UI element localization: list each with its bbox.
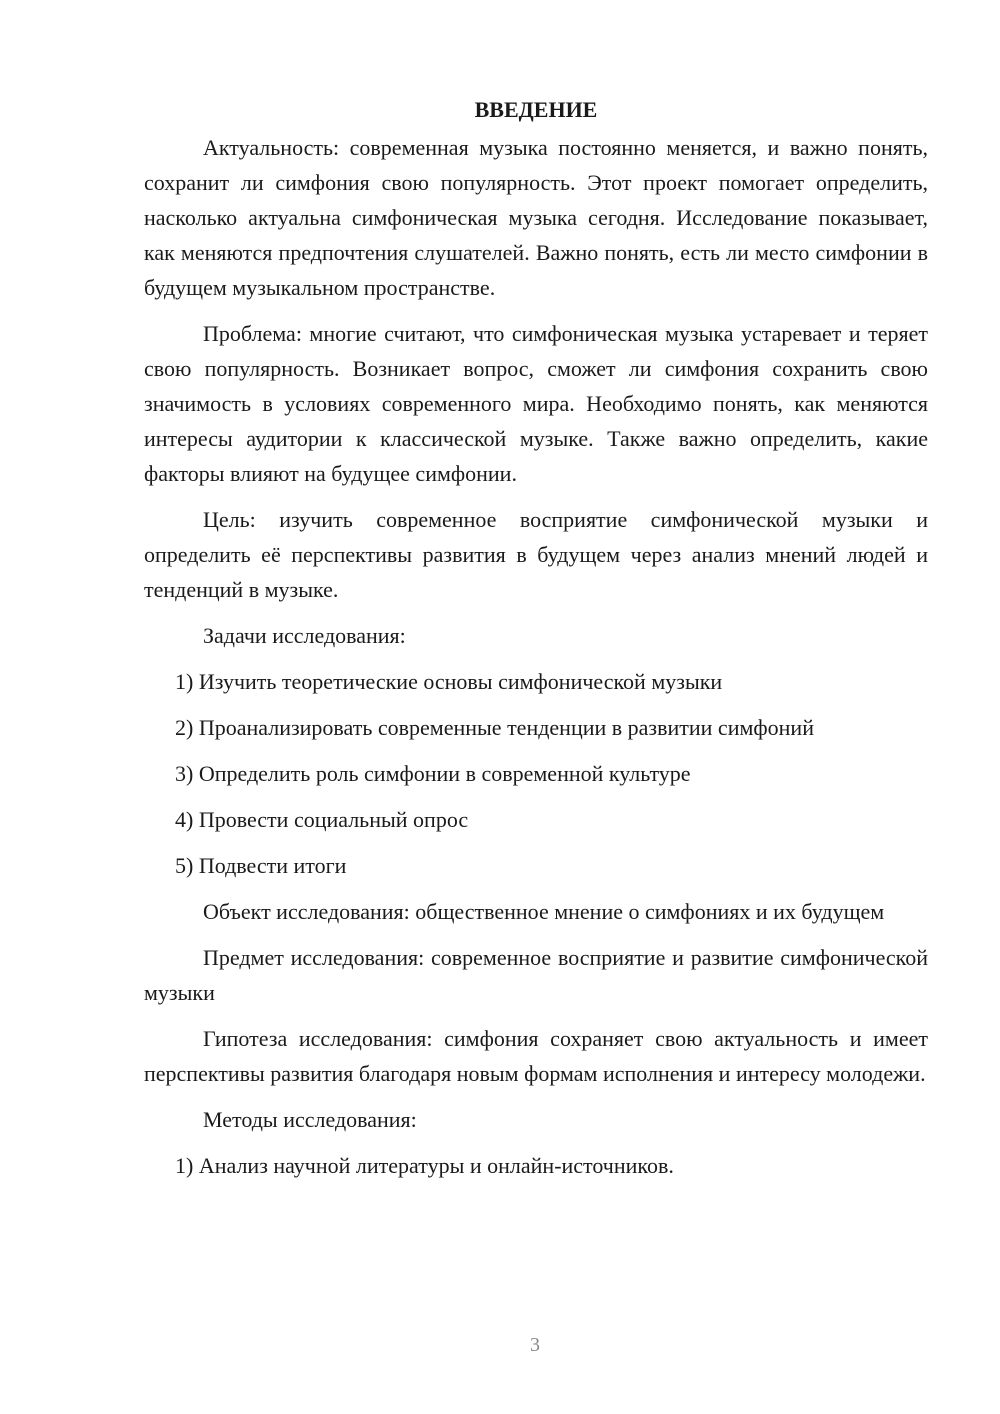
goal-paragraph: Цель: изучить современное восприятие симфонической музыки и определить её перспективы развития в будущем через анализ мнений людей и тенденций в музыке. [144,507,928,602]
object-paragraph: Объект исследования: общественное мнение о симфониях и их будущем [203,899,885,924]
document-page [144,92,928,1183]
task-item-1: 1) Изучить теоретические основы симфонической музыки [175,669,723,694]
task-item-3: 3) Определить роль симфонии в современной культуре [175,761,691,786]
hypothesis-paragraph: Гипотеза исследования: симфония сохраняет свою актуальность и имеет перспективы развития благодаря новым формам исполнения и интересу молодежи. [144,1026,928,1086]
task-item-2: 2) Проанализировать современные тенденции в развитии симфоний [175,715,814,740]
subject-paragraph: Предмет исследования: современное восприятие и развитие симфонической музыки [144,945,928,1005]
page-title: ВВЕДЕНИЕ [474,97,598,122]
relevance-paragraph: Актуальность: современная музыка постоянно меняется, и важно понять, сохранит ли симфония свою популярность. Этот проект помогает определить, насколько актуальна симфоническая музыка сегодня. Исследование показывает, как меняются предпочтения слушателей. Важно понять, есть ли место симфонии в будущем музыкальном пространстве. [144,135,928,300]
task-item-5: 5) Подвести итоги [175,853,347,878]
method-item-1: 1) Анализ научной литературы и онлайн-источников. [175,1153,674,1178]
tasks-heading: Задачи исследования: [203,623,406,648]
methods-heading: Методы исследования: [203,1107,417,1132]
task-item-4: 4) Провести социальный опрос [175,807,469,832]
page-number: 3 [530,1334,540,1356]
problem-paragraph: Проблема: многие считают, что симфоническая музыка устаревает и теряет свою популярность. Возникает вопрос, сможет ли симфония сохранить свою значимость в условиях современного мира. Необходимо понять, как меняются интересы аудитории к классической музыке. Также важно определить, какие факторы влияют на будущее симфонии. [144,321,928,486]
